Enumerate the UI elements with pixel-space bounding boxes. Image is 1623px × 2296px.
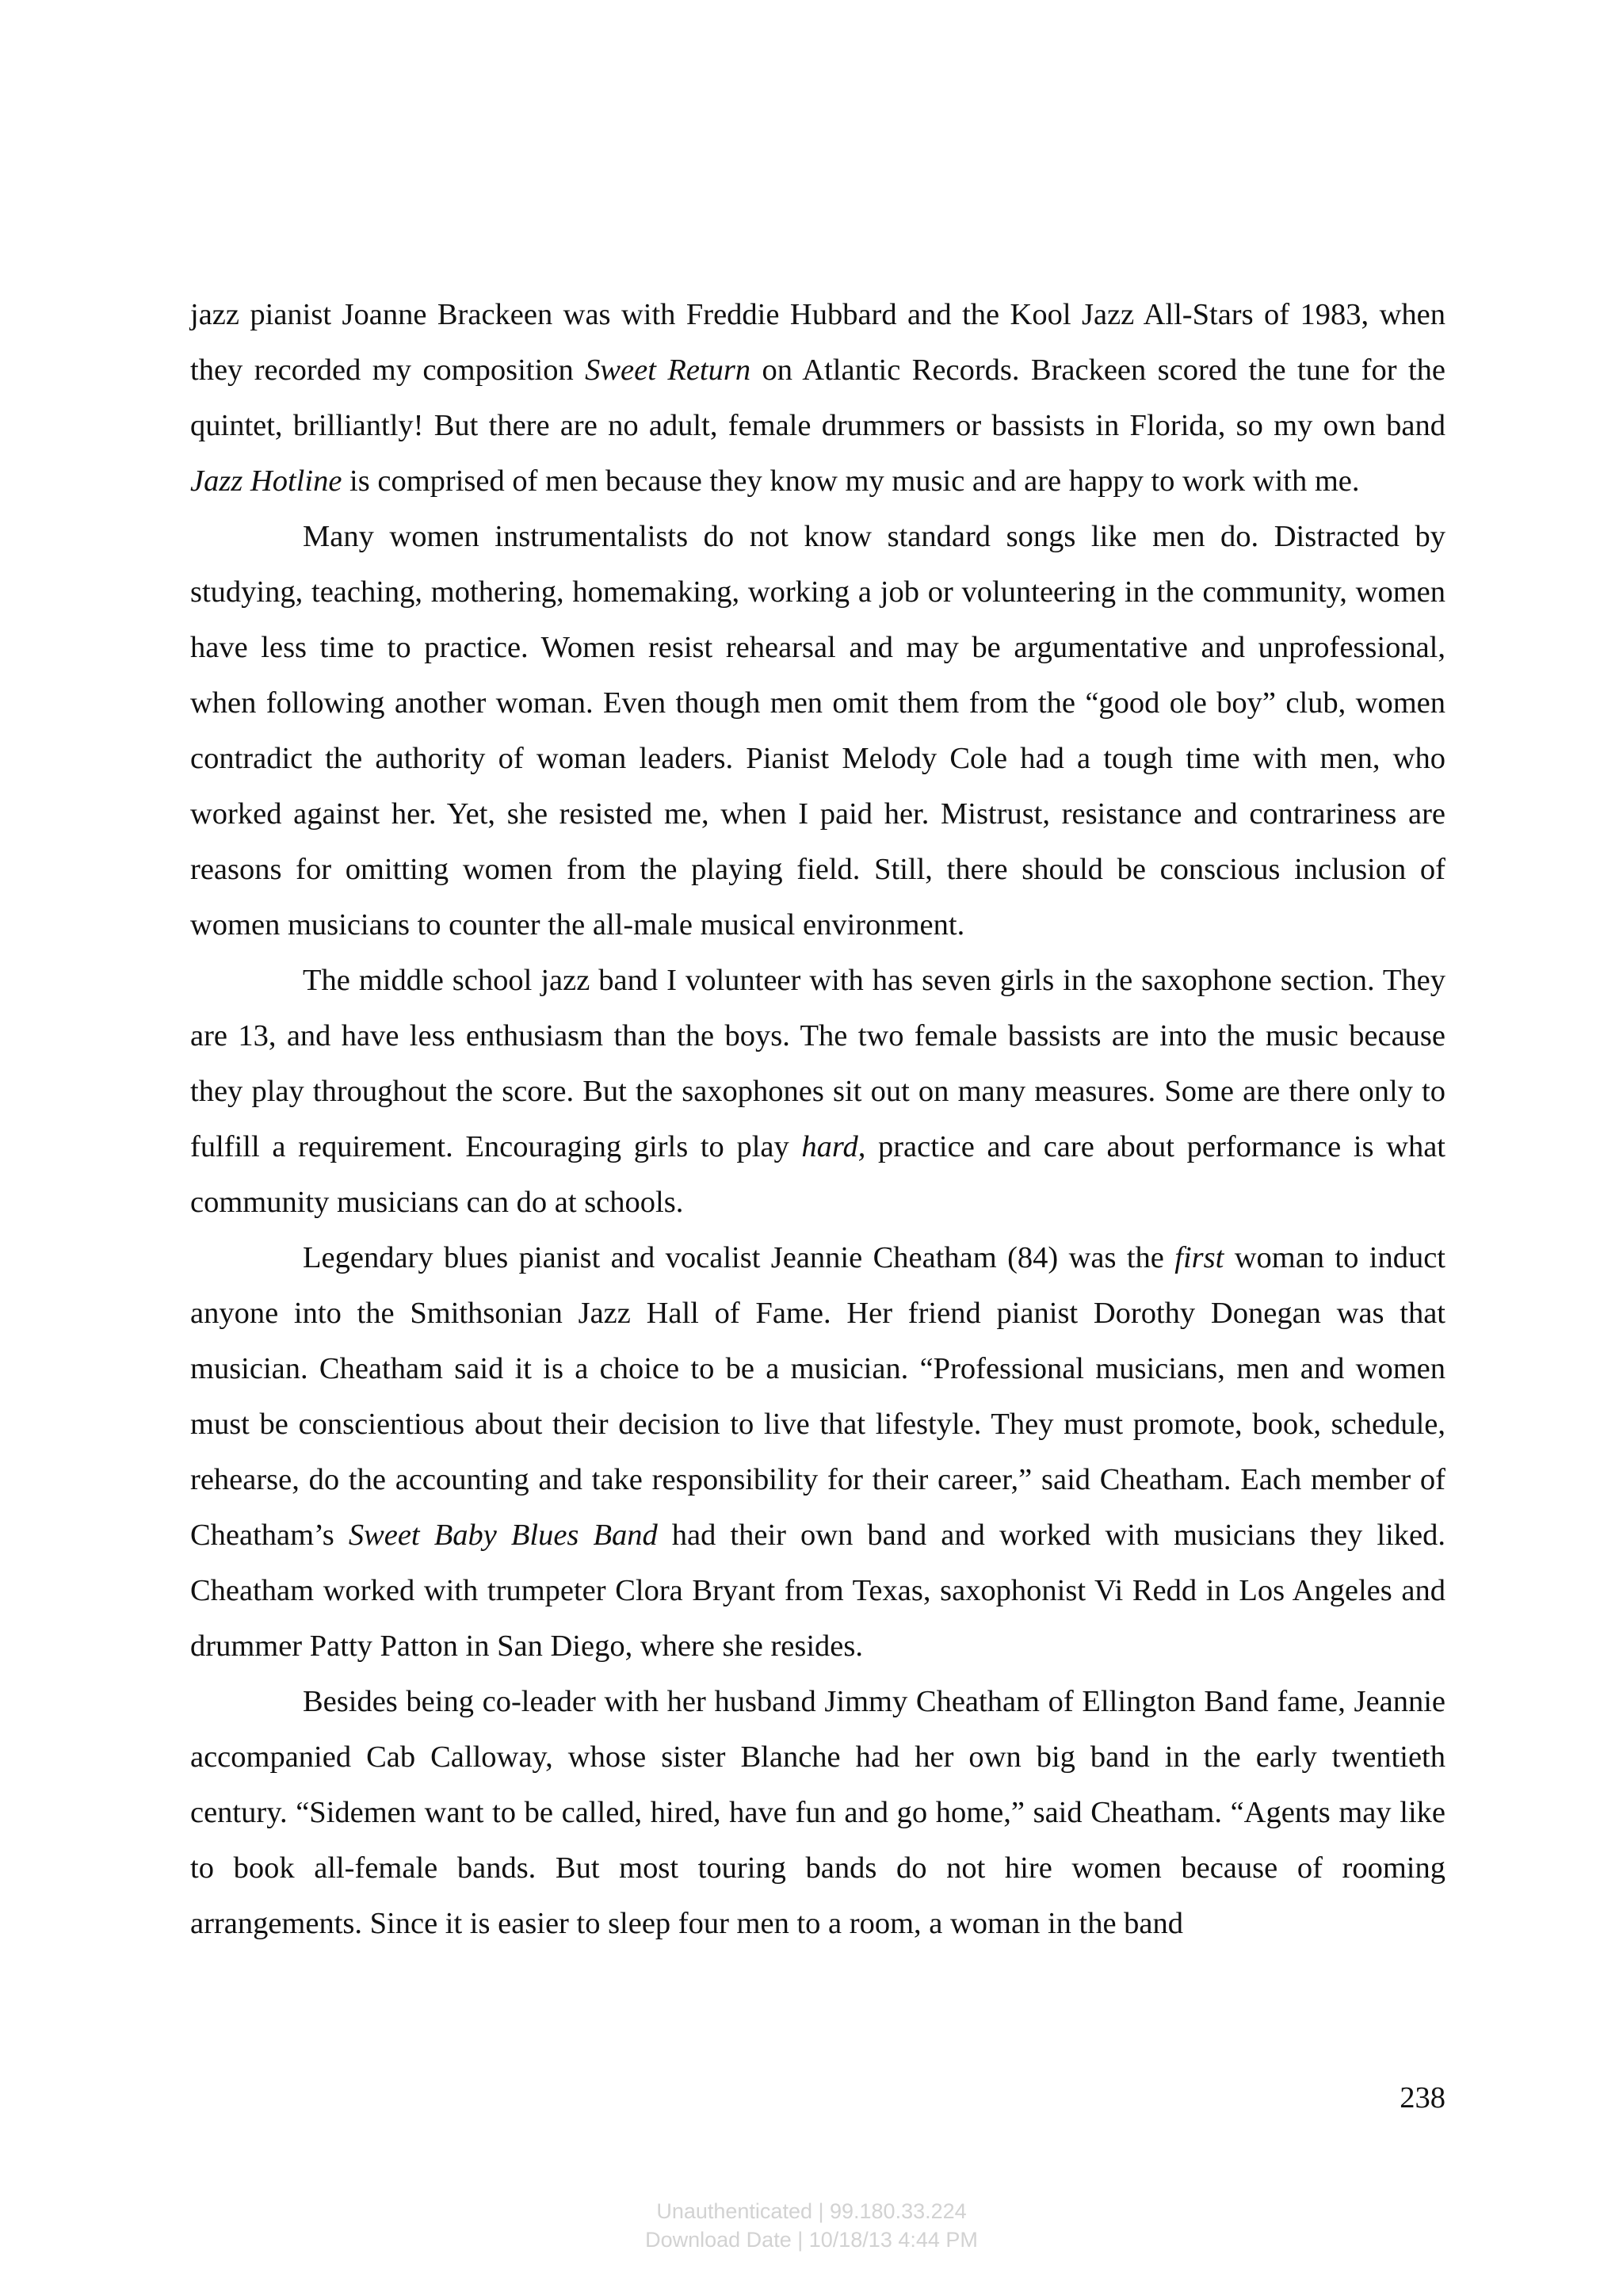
paragraph <box>190 509 1445 953</box>
italic-text: Jazz Hotline <box>190 464 342 498</box>
italic-text: first <box>1174 1241 1224 1274</box>
text-run: had their own band and worked with musicians they liked. Cheatham worked with trumpeter Clora Bryant from Texas, saxophonist Vi Redd in Los Angeles and drummer Patty Patton in San Diego, where she resides. <box>190 1519 1445 1663</box>
page-number: 238 <box>1400 2081 1445 2115</box>
italic-text: hard, <box>801 1130 866 1163</box>
text-run: Besides being co-leader with her husband Jimmy Cheatham of Ellington Band fame, Jeannie accompanied Cab Calloway, whose sister Blanche had her own big band in the early twentieth century. “Sidemen want to be called, hired, have fun and go home,” said Cheatham. “Agents may like to book all-female bands. But most touring bands do not hire women because of rooming arrangements. Since it is easier to sleep four men to a room, a woman in the band <box>190 1685 1445 1940</box>
text-run: jazz pianist Joanne Brackeen was with Freddie Hubbard and the Kool Jazz All-Stars of 1983, when they recorded my composition <box>190 298 1445 387</box>
text-run: Many women instrumentalists do not know standard songs like men do. Distracted by studying, teaching, mothering, homemaking, working a job or volunteering in the community, women have less time to practice. Women resist rehearsal and may be argumentative and unprofessional, when following another woman. Even though men omit them from the “good ole boy” club, women contradict the authority of woman leaders. Pianist Melody Cole had a tough time with men, who worked against her. Yet, she resisted me, when I paid her. Mistrust, resistance and contrariness are reasons for omitting women from the playing field. Still, there should be conscious inclusion of women musicians to counter the all-male musical environment. <box>190 520 1445 942</box>
paragraph <box>190 287 1445 509</box>
access-watermark <box>0 2197 1623 2254</box>
text-run: woman to induct anyone into the Smithsonian Jazz Hall of Fame. Her friend pianist Dorothy Donegan was that musician. Cheatham said it is a choice to be a musician. “Professional musicians, men and women must be conscientious about their decision to live that lifestyle. They must promote, book, schedule, rehearse, do the accounting and take responsibility for their career,” said Cheatham. Each member of Cheatham’s <box>190 1241 1445 1552</box>
text-run: on Atlantic Records. Brackeen scored the tune for the quintet, brilliantly! But there are no adult, female drummers or bassists in Florida, so my own band <box>190 353 1445 442</box>
text-run: The middle school jazz band I volunteer with has seven girls in the saxophone section. They are 13, and have less enthusiasm than the boys. The two female bassists are into the music because they play throughout the score. But the saxophones sit out on many measures. Some are there only to fulfill a requirement. Encouraging girls to play <box>190 964 1445 1163</box>
italic-text: Sweet Baby Blues Band <box>348 1519 658 1552</box>
body-text <box>190 287 1445 1951</box>
paragraph <box>190 953 1445 1230</box>
watermark-line-date: Download Date | 10/18/13 4:44 PM <box>645 2228 978 2252</box>
text-run: practice and care about performance is what community musicians can do at schools. <box>190 1130 1445 1219</box>
watermark-line-ip: Unauthenticated | 99.180.33.224 <box>656 2199 967 2223</box>
paragraph <box>190 1674 1445 1951</box>
text-run: is comprised of men because they know my music and are happy to work with me. <box>342 464 1360 498</box>
italic-text: Sweet Return <box>585 353 751 387</box>
paragraph <box>190 1230 1445 1674</box>
text-run: Legendary blues pianist and vocalist Jeannie Cheatham (84) was the <box>303 1241 1175 1274</box>
